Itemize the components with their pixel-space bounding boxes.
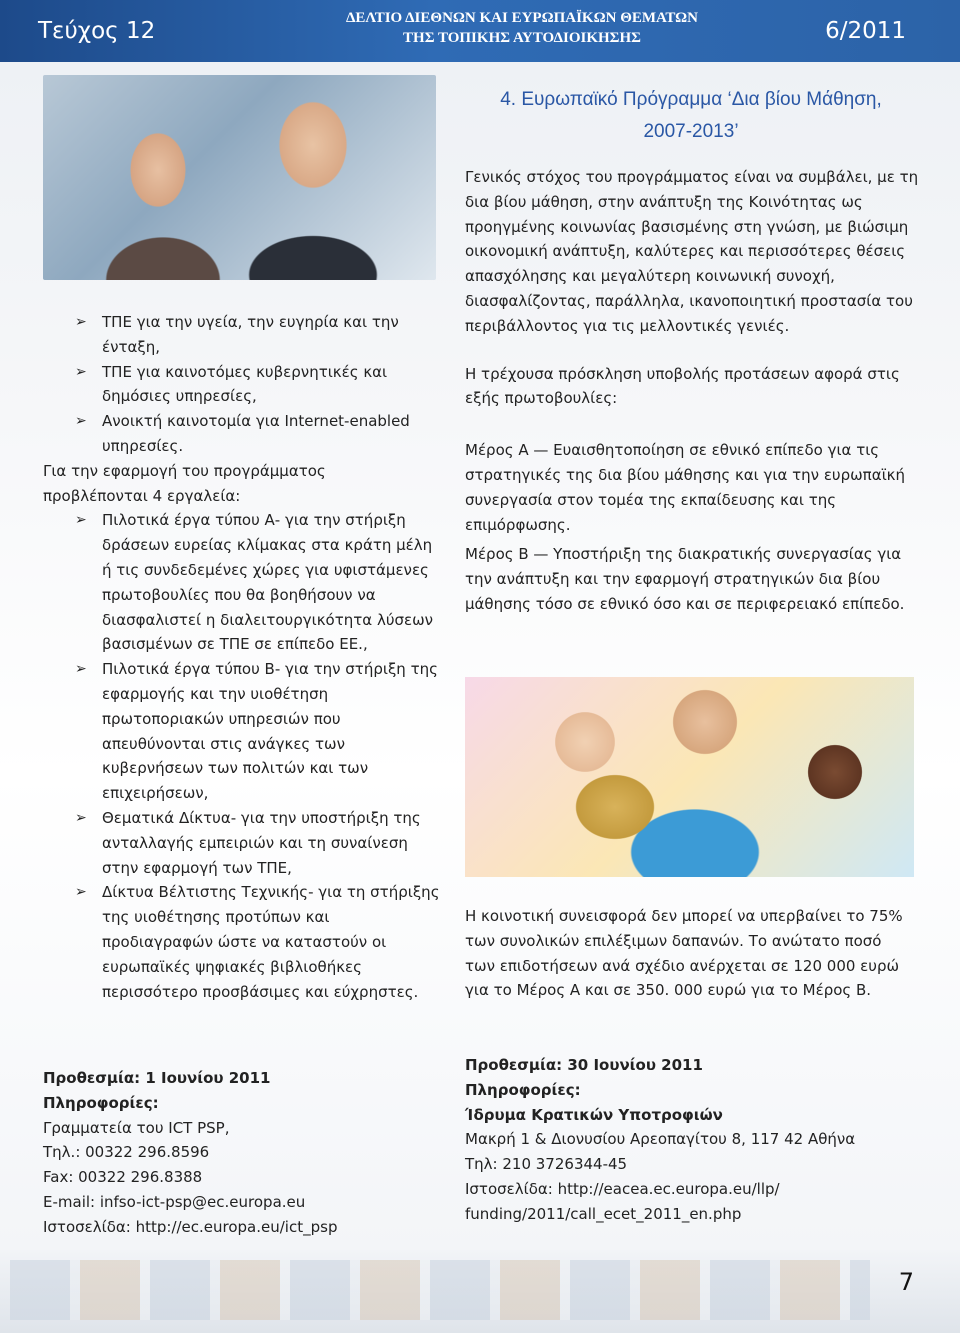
- arrow-bullet-icon: ➢: [75, 314, 87, 330]
- issue-date: 6/2011: [825, 18, 906, 44]
- arrow-bullet-icon: ➢: [75, 363, 87, 380]
- contact-line: Τηλ.: 00322 296.8596: [43, 1143, 210, 1162]
- list-item: ➢ Πιλοτικά έργα τύπου Α- για την στήριξη δράσεων ευρείας κλίμακας στα κράτη μέλη ή τις συνδεδεμένες χώρες για υφιστάμενες πρωτοβουλίες που θα βοηθήσουν να διασφαλιστεί η διαλειτουργικότητα λύσεων βασισμένων σε ΤΠΕ σε επίπεδο ΕΕ.,: [43, 508, 443, 657]
- tools-bullet-list: [43, 508, 443, 1004]
- deadline-label: Προθεσμία: 1 Ιουνίου 2011: [43, 1069, 271, 1087]
- footer-image-strip: [0, 1250, 960, 1333]
- issue-label: Τεύχος 12: [38, 18, 156, 44]
- list-item: ➢ Πιλοτικά έργα τύπου Β- για την στήριξη της εφαρμογής και την υιοθέτηση πρωτοποριακών υπηρεσιών που απευθύνονται στις ανάγκες των κυβερνήσεων των πολιτών και των επιχειρήσεων,: [43, 657, 443, 806]
- contact-line: Τηλ: 210 3726344-45: [465, 1155, 628, 1174]
- goal-paragraph: Γενικός στόχος του προγράμματος είναι να συμβάλει, με τη δια βίου μάθηση, στην ανάπτυξη της Κοινότητας ως προηγμένης κοινωνίας βασισμένης στη γνώση, με βιώσιμη οικονομική ανάπτυξη, καλύτερες και περισσότερες θέσεις απασχόλησης και μεγαλύτερη κοινωνική συνοχή, διασφαλίζοντας, παράλληλα, ικανοποιητική προστασία του περιβάλλοντος για τις μελλοντικές γενιές.: [465, 168, 919, 335]
- section-title-line1: 4. Ευρωπαϊκό Πρόγραμμα ‘Δια βίου Μάθηση,: [500, 89, 882, 110]
- footer-decoration: [10, 1260, 870, 1320]
- arrow-bullet-icon: ➢: [75, 413, 87, 430]
- deadline-label: Προθεσμία: 30 Ιουνίου 2011: [465, 1056, 703, 1074]
- contact-line: Ιστοσελίδα: http://eacea.ec.europa.eu/llp/: [465, 1179, 780, 1198]
- list-item: ➢ Θεματικά Δίκτυα- για την υποστήριξη της ανταλλαγής εμπειριών και τη συναίνεση στην εφαρμογή των ΤΠΕ,: [43, 806, 443, 880]
- business-people-photo: [43, 75, 436, 280]
- contact-line: Ιστοσελίδα: http://ec.europa.eu/ict_psp: [43, 1217, 338, 1236]
- contact-line: funding/2011/call_ecet_2011_en.php: [465, 1204, 742, 1223]
- section-title-line2: 2007-2013’: [643, 121, 739, 142]
- funding-paragraph: Η κοινοτική συνεισφορά δεν μπορεί να υπερβαίνει το 75% των συνολικών επιλέξιμων δαπανών. Το ανώτατο ποσό των επιδοτήσεων ανά σχέδιο ανέρχεται σε 120 000 ευρώ για το Μέρος Α και σε 350. 000 ευρώ για το Μέρος Β.: [465, 907, 903, 1000]
- list-item: ➢ Δίκτυα Βέλτιστης Τεχνικής- για τη στήριξης της υιοθέτησης προτύπων και προδιαγραφών ώστε να καταστούν οι ευρωπαϊκές ψηφιακές βιβλιοθήκες περισσότερο προσβάσιμες και εύχρηστες.: [43, 880, 443, 1004]
- list-item: ➢ ΤΠΕ για την υγεία, την ευγηρία και την ένταξη,: [43, 310, 443, 360]
- arrow-bullet-icon: ➢: [75, 884, 87, 901]
- arrow-bullet-icon: ➢: [75, 809, 87, 826]
- contact-line: Μακρή 1 & Διονυσίου Αρεοπαγίτου 8, 117 42 Αθήνα: [465, 1130, 856, 1149]
- contact-line: Fax: 00322 296.8388: [43, 1168, 203, 1187]
- list-item: ➢ Ανοικτή καινοτομία για Internet-enabled υπηρεσίες.: [43, 409, 443, 459]
- right-column-top: [465, 165, 925, 617]
- left-contact-block: [43, 1066, 443, 1240]
- page-number: 7: [898, 1268, 914, 1296]
- contact-line: E-mail: infso-ict-psp@ec.europa.eu: [43, 1192, 306, 1211]
- info-label: Πληροφορίες:: [43, 1093, 159, 1112]
- children-music-photo: [465, 677, 914, 877]
- top-bullet-list: [43, 310, 443, 459]
- info-label: Πληροφορίες:: [465, 1080, 581, 1099]
- right-contact-block: [465, 1053, 925, 1227]
- left-column: [43, 310, 443, 1004]
- list-item: ➢ ΤΠΕ για καινοτόμες κυβερνητικές και δημόσιες υπηρεσίες,: [43, 360, 443, 410]
- header-bar: [0, 0, 960, 62]
- section-title: [455, 84, 927, 148]
- tools-intro: Για την εφαρμογή του προγράμματος προβλέπονται 4 εργαλεία:: [43, 461, 326, 505]
- arrow-bullet-icon: ➢: [75, 512, 87, 529]
- newsletter-title: [322, 8, 722, 48]
- organization-name: Ίδρυμα Κρατικών Υποτροφιών: [465, 1105, 723, 1124]
- part-a-paragraph: Μέρος Α — Ευαισθητοποίηση σε εθνικό επίπεδο για τις στρατηγικές της δια βίου μάθησης και για την ευρωπαϊκή συνεργασία στον τομέα της εκπαίδευσης και της επιμόρφωσης.: [465, 441, 906, 534]
- call-paragraph: Η τρέχουσα πρόσκληση υποβολής προτάσεων αφορά στις εξής πρωτοβουλίες:: [465, 364, 900, 408]
- contact-line: Γραμματεία του ICT PSP,: [43, 1118, 230, 1137]
- right-column-bottom: [465, 904, 915, 1003]
- newsletter-title-line2: ΤΗΣ ΤΟΠΙΚΗΣ ΑΥΤΟΔΙΟΙΚΗΣΗΣ: [403, 30, 641, 46]
- arrow-bullet-icon: ➢: [75, 661, 87, 678]
- newsletter-title-line1: ΔΕΛΤΙΟ ΔΙΕΘΝΩΝ ΚΑΙ ΕΥΡΩΠΑΪΚΩΝ ΘΕΜΑΤΩΝ: [346, 10, 698, 26]
- part-b-paragraph: Μέρος Β — Υποστήριξη της διακρατικής συνεργασίας για την ανάπτυξη και την εφαρμογή στρατηγικών δια βίου μάθησης τόσο σε εθνικό όσο και σε περιφερειακό επίπεδο.: [465, 545, 905, 613]
